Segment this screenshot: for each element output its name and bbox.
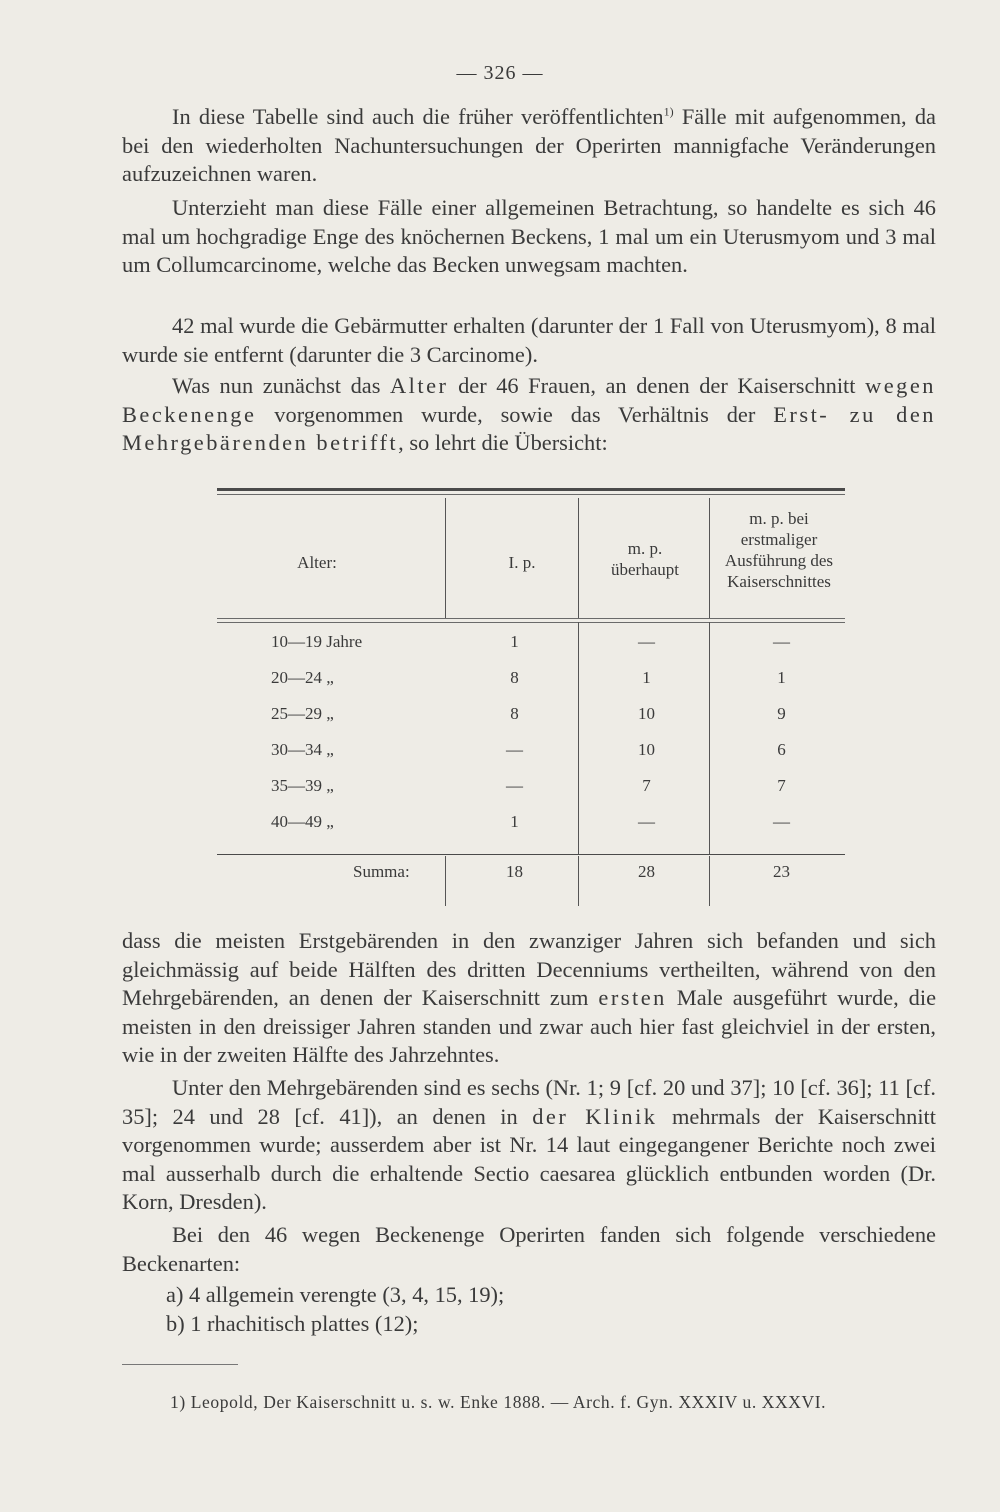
paragraph-4-text-g: , so lehrt die Übersicht: [398, 430, 608, 456]
paragraph-6-text-c: mehrmals der Kaiserschnitt vorgenommen wurde; ausserdem aber ist Nr. 14 laut eingegangener Berichte noch zwei mal ausserhalb durch die erhaltende Sectio caesarea glücklich entbunden worden (Dr. Korn, Dresden). [122, 1103, 936, 1215]
cell-ip: 1 [510, 812, 519, 831]
column-divider [578, 856, 579, 906]
emphasis-klinik: der Klinik [532, 1103, 658, 1129]
cell-mp-first: — [773, 632, 790, 651]
header-mp: m. p. überhaupt [611, 539, 679, 579]
row-label: 30—34 „ [271, 740, 334, 759]
column-divider [709, 856, 710, 906]
table-summa-rule [217, 854, 845, 855]
cell-ip: 1 [510, 632, 519, 651]
cell-mp-first: 6 [777, 740, 786, 759]
paragraph-4-text-a: Was nun zunächst das [172, 373, 390, 398]
list-item [122, 1281, 936, 1310]
row-label: 35—39 „ [271, 776, 334, 795]
table-header-rule [217, 618, 845, 619]
list-item-text: b) 1 rhachitisch plattes (12); [166, 1310, 419, 1336]
paragraph-6 [122, 1074, 936, 1217]
list-item-text: a) 4 allgemein verengte (3, 4, 15, 19); [166, 1282, 505, 1307]
emphasis-alter: Alter [390, 373, 449, 398]
row-label: 40—49 „ [271, 812, 334, 831]
footnote-marker: 1) [663, 104, 674, 119]
age-table [217, 488, 845, 908]
emphasis-erstgebaerende: Erst- zu den Mehrgebärenden betrifft [122, 401, 936, 456]
cell-ip: — [506, 776, 523, 795]
paragraph-5-text-c: Male ausgeführt wurde, die meisten in den dreissiger Jahren standen und zwar auch hier fast gleichviel in der ersten, wie in der zweiten Hälfte des Jahrzehntes. [122, 985, 937, 1068]
column-divider [445, 856, 446, 906]
summa-ip: 18 [506, 862, 523, 881]
cell-mp: — [638, 632, 655, 651]
cell-mp: 7 [642, 776, 651, 795]
column-divider [709, 498, 710, 618]
emphasis-beckenenge: wegen Beckenenge [122, 373, 936, 427]
row-label: 20—24 „ [271, 668, 334, 687]
cell-ip: 8 [510, 704, 519, 723]
paragraph-3 [122, 312, 936, 369]
paragraph-2-text: Unterzieht man diese Fälle einer allgemeinen Betrachtung, so handelte es sich 46 mal um hochgradige Enge des knöchernen Beckens, 1 mal um ein Uterusmyom und 3 mal um Collumcarcinome, welche das Becken unwegsam machten. [122, 195, 936, 278]
table-header-rule-2 [217, 622, 845, 623]
cell-mp-first: 9 [777, 704, 786, 723]
header-ip: I. p. [508, 553, 536, 572]
summa-mp: 28 [638, 862, 655, 881]
cell-ip: 8 [510, 668, 519, 687]
pelvis-list [122, 1281, 936, 1338]
cell-mp-first: 7 [777, 776, 786, 795]
summa-mp-first: 23 [773, 862, 790, 881]
page-number: — 326 — [456, 62, 544, 84]
row-label: 25—29 „ [271, 704, 334, 723]
paragraph-7 [122, 1221, 936, 1278]
paragraph-7-text: Bei den 46 wegen Beckenenge Operirten fanden sich folgende verschiedene Beckenarten: [122, 1222, 936, 1276]
summa-label: Summa: [353, 862, 410, 881]
cell-mp-first: 1 [777, 668, 786, 687]
paragraph-1-text: In diese Tabelle sind auch die früher veröffentlichten [172, 104, 664, 129]
paragraph-4-text-e: vorgenommen wurde, sowie das Verhältnis der [256, 401, 774, 427]
paragraph-6-text-a: Unter den Mehrgebärenden sind es sechs (Nr. 1; 9 [cf. 20 und 37]; 10 [cf. 36]; 11 [cf. 35]; 24 und 28 [cf. 41]), an denen in [122, 1075, 936, 1129]
cell-mp-first: — [773, 812, 790, 831]
table-top-rule [217, 488, 845, 491]
paragraph-2 [122, 194, 936, 280]
cell-mp: 1 [642, 668, 651, 687]
cell-mp: 10 [638, 704, 655, 723]
column-divider [709, 622, 710, 854]
emphasis-ersten: ersten [598, 985, 667, 1011]
header-alter: Alter: [297, 553, 337, 572]
table-top-rule-thin [217, 494, 845, 495]
cell-ip: — [506, 740, 523, 759]
cell-mp: 10 [638, 740, 655, 759]
paragraph-5-text-a: dass die meisten Erstgebärenden in den zwanziger Jahren sich befanden und sich gleichmässig auf beide Hälften des dritten Decenniums vertheilten, während von den Mehrgebärenden, an denen der Kaiserschnitt zum [122, 928, 936, 1011]
header-mp-first: m. p. bei erstmaliger Ausführung des Kaiserschnittes [724, 509, 834, 591]
list-item [122, 1310, 936, 1339]
row-label: 10—19 Jahre [271, 632, 363, 651]
paragraph-4-text-c: der 46 Frauen, an denen der Kaiserschnitt [448, 373, 866, 398]
paragraph-1-text-cont: Fälle mit aufgenommen, da bei den wiederholten Nachuntersuchungen der Operirten mannigfache Veränderungen aufzuzeichnen waren. [122, 104, 936, 187]
paragraph-5 [122, 927, 936, 1070]
footnote: 1) Leopold, Der Kaiserschnitt u. s. w. Enke 1888. — Arch. f. Gyn. XXXIV u. XXXVI. [170, 1392, 827, 1412]
column-divider [578, 622, 579, 854]
paragraph-3-text: 42 mal wurde die Gebärmutter erhalten (darunter der 1 Fall von Uterusmyom), 8 mal wurde sie entfernt (darunter die 3 Carcinome). [122, 313, 936, 367]
cell-mp: — [638, 812, 655, 831]
footnote-rule [122, 1364, 238, 1365]
column-divider [445, 498, 446, 618]
paragraph-4 [122, 372, 936, 458]
paragraph-1 [122, 103, 936, 189]
